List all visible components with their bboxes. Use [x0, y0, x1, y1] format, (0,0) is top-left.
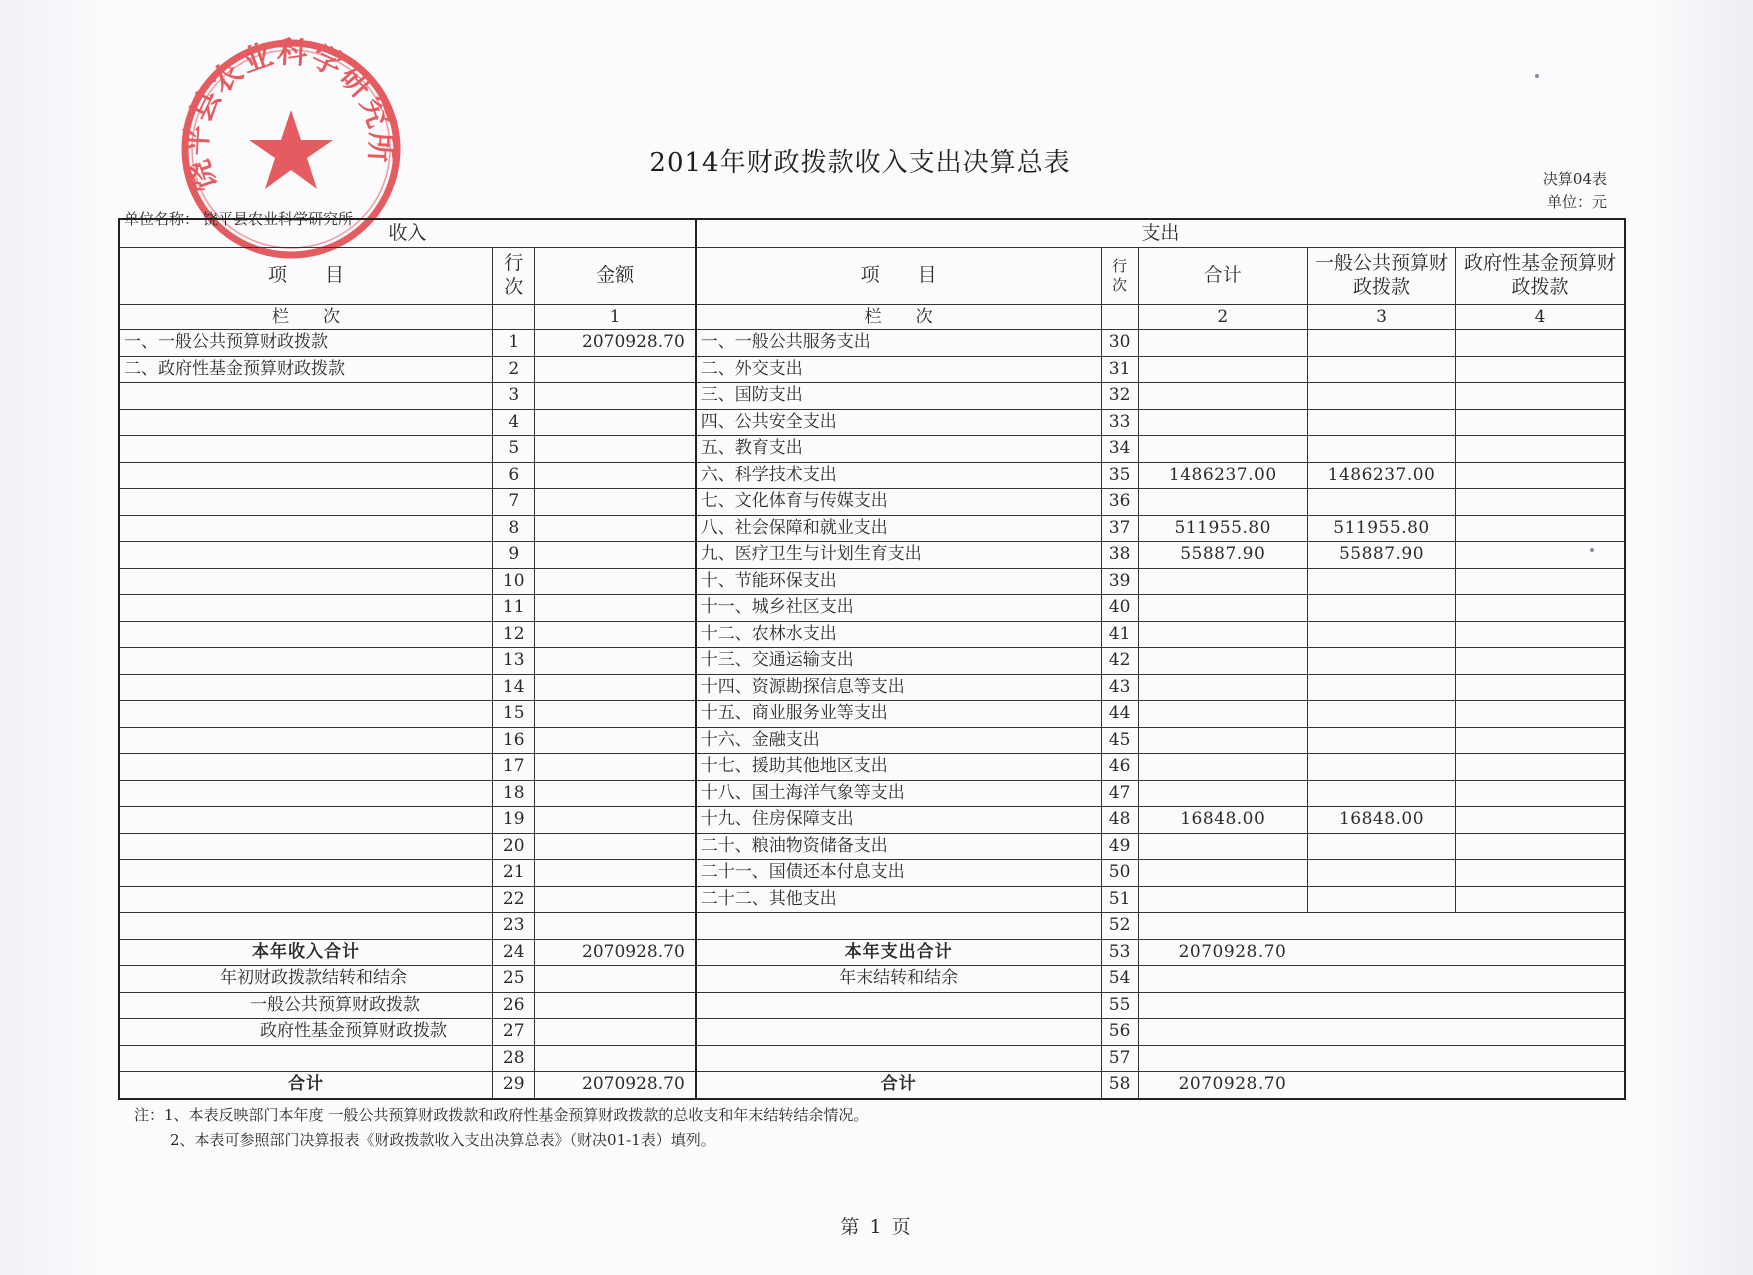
- expense-item-cell: 十六、金融支出: [696, 727, 1101, 754]
- table-row: [119, 754, 1625, 781]
- expense-general-cell: [1307, 409, 1455, 436]
- income-rowno-col: 行次: [493, 248, 535, 305]
- table-row: [119, 330, 1625, 357]
- expense-total-cell: [1138, 833, 1307, 860]
- expense-general-cell: [1307, 436, 1455, 463]
- summary-income-amount: [535, 992, 696, 1019]
- income-amount-cell: 2070928.70: [535, 330, 696, 357]
- expense-fund-cell: [1456, 674, 1625, 701]
- expense-total-cell: [1138, 886, 1307, 913]
- expense-item-cell: 八、社会保障和就业支出: [696, 515, 1101, 542]
- expense-total-cell: [1138, 701, 1307, 728]
- footnote-2: 2、本表可参照部门决算报表《财政拨款收入支出决算总表》（财决01-1表）填列。: [170, 1131, 716, 1149]
- income-amount-cell: [535, 383, 696, 410]
- summary-expense-total: 2070928.70: [1138, 1072, 1625, 1099]
- summary-income-item: 政府性基金预算财政拨款: [119, 1019, 493, 1046]
- page-number: 第 1 页: [840, 1216, 913, 1238]
- expense-item-cell: 十三、交通运输支出: [696, 648, 1101, 675]
- expense-item-cell: 六、科学技术支出: [696, 462, 1101, 489]
- summary-expense-item: [696, 1019, 1101, 1046]
- expense-general-cell: [1307, 383, 1455, 410]
- expense-rowno-cell: 40: [1101, 595, 1138, 622]
- table-row: [119, 383, 1625, 410]
- expense-total-cell: [1138, 727, 1307, 754]
- income-item-cell: [119, 701, 493, 728]
- income-item-cell: [119, 860, 493, 887]
- expense-rowno-cell: 42: [1101, 648, 1138, 675]
- summary-expense-rowno: 55: [1101, 992, 1138, 1019]
- expense-total-cell: [1138, 674, 1307, 701]
- income-rowno-cell: 18: [493, 780, 535, 807]
- header-row-sections: [119, 219, 1625, 248]
- summary-expense-item: [696, 992, 1101, 1019]
- expense-fund-cell: [1456, 542, 1625, 569]
- summary-income-rowno: 25: [493, 966, 535, 993]
- expense-index-2: 2: [1138, 305, 1307, 330]
- income-item-cell: [119, 674, 493, 701]
- expense-rowno-col: 行次: [1101, 248, 1138, 305]
- summary-income-rowno: 29: [493, 1072, 535, 1099]
- table-row: [119, 833, 1625, 860]
- expense-total-cell: 511955.80: [1138, 515, 1307, 542]
- income-rowno-cell: 22: [493, 886, 535, 913]
- expense-fund-col: 政府性基金预算财政拨款: [1456, 248, 1625, 305]
- svg-text:饶平县农业科学研究所: 饶平县农业科学研究所: [179, 36, 399, 196]
- income-amount-col: 金额: [535, 248, 696, 305]
- org-label: 单位名称：: [124, 210, 200, 228]
- summary-expense-rowno: 54: [1101, 966, 1138, 993]
- summary-expense-total: [1138, 966, 1625, 993]
- expense-general-cell: [1307, 701, 1455, 728]
- income-rowno-cell: 19: [493, 807, 535, 834]
- expense-header: 支出: [696, 219, 1625, 248]
- income-item-cell: [119, 409, 493, 436]
- expense-total-cell: [1138, 595, 1307, 622]
- summary-income-rowno: 23: [493, 913, 535, 940]
- income-item-cell: [119, 807, 493, 834]
- expense-fund-cell: [1456, 356, 1625, 383]
- table-row: [119, 489, 1625, 516]
- expense-item-cell: 二、外交支出: [696, 356, 1101, 383]
- summary-income-amount: [535, 1045, 696, 1072]
- summary-income-amount: 2070928.70: [535, 939, 696, 966]
- summary-expense-item: 合计: [696, 1072, 1101, 1099]
- expense-total-cell: [1138, 409, 1307, 436]
- income-rowno-cell: 10: [493, 568, 535, 595]
- income-rowno-cell: 15: [493, 701, 535, 728]
- income-item-cell: 二、政府性基金预算财政拨款: [119, 356, 493, 383]
- summary-income-amount: [535, 1019, 696, 1046]
- income-rowno-cell: 9: [493, 542, 535, 569]
- income-amount-cell: [535, 780, 696, 807]
- expense-rowno-cell: 41: [1101, 621, 1138, 648]
- income-amount-cell: [535, 356, 696, 383]
- unit-label: 单位：元: [1546, 193, 1607, 211]
- expense-item-cell: 二十、粮油物资储备支出: [696, 833, 1101, 860]
- income-rowno-cell: 2: [493, 356, 535, 383]
- footnotes: [134, 1103, 868, 1153]
- expense-item-col: 项 目: [696, 248, 1101, 305]
- income-amount-cell: [535, 621, 696, 648]
- expense-total-cell: [1138, 860, 1307, 887]
- expense-general-cell: [1307, 648, 1455, 675]
- expense-item-cell: 十七、援助其他地区支出: [696, 754, 1101, 781]
- expense-total-cell: 55887.90: [1138, 542, 1307, 569]
- expense-fund-cell: [1456, 330, 1625, 357]
- income-amount-cell: [535, 568, 696, 595]
- income-item-cell: [119, 462, 493, 489]
- expense-rowno-cell: 34: [1101, 436, 1138, 463]
- expense-general-cell: [1307, 595, 1455, 622]
- expense-fund-cell: [1456, 383, 1625, 410]
- expense-total-cell: [1138, 754, 1307, 781]
- expense-general-cell: [1307, 886, 1455, 913]
- expense-item-cell: 十、节能环保支出: [696, 568, 1101, 595]
- expense-fund-cell: [1456, 621, 1625, 648]
- table-row: [119, 648, 1625, 675]
- expense-item-cell: 十八、国土海洋气象等支出: [696, 780, 1101, 807]
- expense-total-cell: [1138, 780, 1307, 807]
- income-item-cell: [119, 383, 493, 410]
- summary-expense-rowno: 57: [1101, 1045, 1138, 1072]
- expense-general-cell: [1307, 860, 1455, 887]
- expense-total-cell: [1138, 648, 1307, 675]
- expense-rowno-cell: 48: [1101, 807, 1138, 834]
- summary-income-item: 合计: [119, 1072, 493, 1099]
- expense-general-cell: [1307, 833, 1455, 860]
- expense-item-cell: 四、公共安全支出: [696, 409, 1101, 436]
- expense-rowno-cell: 46: [1101, 754, 1138, 781]
- expense-general-cell: [1307, 356, 1455, 383]
- income-rowno-cell: 14: [493, 674, 535, 701]
- table-row: [119, 727, 1625, 754]
- income-amount-cell: [535, 595, 696, 622]
- income-item-cell: [119, 886, 493, 913]
- income-amount-cell: [535, 436, 696, 463]
- table-row: [119, 568, 1625, 595]
- income-amount-cell: [535, 833, 696, 860]
- table-row: [119, 436, 1625, 463]
- income-item-cell: [119, 595, 493, 622]
- income-item-cell: [119, 542, 493, 569]
- expense-item-cell: 五、教育支出: [696, 436, 1101, 463]
- expense-index-empty: [1101, 305, 1138, 330]
- expense-rowno-cell: 45: [1101, 727, 1138, 754]
- income-item-cell: [119, 568, 493, 595]
- expense-rowno-cell: 38: [1101, 542, 1138, 569]
- expense-index-label: 栏 次: [696, 305, 1101, 330]
- table-row: [119, 515, 1625, 542]
- expense-item-cell: 二十一、国债还本付息支出: [696, 860, 1101, 887]
- table-row: [119, 595, 1625, 622]
- income-item-col: 项 目: [119, 248, 493, 305]
- income-amount-cell: [535, 409, 696, 436]
- expense-item-cell: 九、医疗卫生与计划生育支出: [696, 542, 1101, 569]
- expense-general-cell: [1307, 727, 1455, 754]
- form-code: 决算04表: [1542, 170, 1607, 188]
- summary-income-item: 年初财政拨款结转和结余: [119, 966, 493, 993]
- summary-row: [119, 1072, 1625, 1099]
- summary-income-rowno: 28: [493, 1045, 535, 1072]
- income-rowno-cell: 13: [493, 648, 535, 675]
- scan-speck: [1590, 548, 1594, 552]
- income-item-cell: [119, 436, 493, 463]
- income-rowno-cell: 21: [493, 860, 535, 887]
- income-amount-cell: [535, 674, 696, 701]
- expense-total-cell: [1138, 330, 1307, 357]
- income-amount-cell: [535, 648, 696, 675]
- summary-expense-item: 本年支出合计: [696, 939, 1101, 966]
- income-rowno-cell: 4: [493, 409, 535, 436]
- scan-speck: [1535, 74, 1539, 78]
- expense-item-cell: 十五、商业服务业等支出: [696, 701, 1101, 728]
- expense-fund-cell: [1456, 462, 1625, 489]
- income-amount-cell: [535, 489, 696, 516]
- table-row: [119, 860, 1625, 887]
- expense-fund-cell: [1456, 515, 1625, 542]
- expense-total-cell: 1486237.00: [1138, 462, 1307, 489]
- income-rowno-cell: 7: [493, 489, 535, 516]
- expense-fund-cell: [1456, 860, 1625, 887]
- table-row: [119, 621, 1625, 648]
- income-item-cell: [119, 727, 493, 754]
- income-index-1: 1: [535, 305, 696, 330]
- expense-total-cell: [1138, 383, 1307, 410]
- expense-fund-cell: [1456, 595, 1625, 622]
- summary-income-rowno: 26: [493, 992, 535, 1019]
- table-row: [119, 807, 1625, 834]
- table-row: [119, 674, 1625, 701]
- summary-expense-rowno: 52: [1101, 913, 1138, 940]
- expense-general-cell: [1307, 780, 1455, 807]
- expense-item-cell: 三、国防支出: [696, 383, 1101, 410]
- income-item-cell: [119, 780, 493, 807]
- income-amount-cell: [535, 860, 696, 887]
- footnote-1: 注：1、本表反映部门本年度 一般公共预算财政拨款和政府性基金预算财政拨款的总收支和年末结转结余情况。: [134, 1106, 869, 1124]
- expense-total-col: 合计: [1138, 248, 1307, 305]
- table-row: [119, 886, 1625, 913]
- expense-total-cell: [1138, 356, 1307, 383]
- header-row-columns: [119, 248, 1625, 305]
- income-rowno-cell: 16: [493, 727, 535, 754]
- expense-rowno-cell: 39: [1101, 568, 1138, 595]
- expense-general-col: 一般公共预算财政拨款: [1307, 248, 1455, 305]
- expense-total-cell: [1138, 436, 1307, 463]
- expense-fund-cell: [1456, 409, 1625, 436]
- summary-expense-total: 2070928.70: [1138, 939, 1625, 966]
- summary-expense-rowno: 56: [1101, 1019, 1138, 1046]
- summary-row: [119, 966, 1625, 993]
- table-row: [119, 542, 1625, 569]
- expense-item-cell: 一、一般公共服务支出: [696, 330, 1101, 357]
- income-item-cell: [119, 515, 493, 542]
- income-item-cell: [119, 648, 493, 675]
- expense-item-cell: 十一、城乡社区支出: [696, 595, 1101, 622]
- expense-rowno-cell: 30: [1101, 330, 1138, 357]
- expense-fund-cell: [1456, 701, 1625, 728]
- income-amount-cell: [535, 462, 696, 489]
- expense-index-4: 4: [1456, 305, 1625, 330]
- expense-item-cell: 十九、住房保障支出: [696, 807, 1101, 834]
- table-row: [119, 701, 1625, 728]
- expense-fund-cell: [1456, 568, 1625, 595]
- income-item-cell: [119, 754, 493, 781]
- income-item-cell: [119, 621, 493, 648]
- expense-general-cell: [1307, 621, 1455, 648]
- expense-item-cell: 二十二、其他支出: [696, 886, 1101, 913]
- budget-table-container: [118, 218, 1626, 1095]
- expense-rowno-cell: 51: [1101, 886, 1138, 913]
- summary-row: [119, 992, 1625, 1019]
- table-row: [119, 780, 1625, 807]
- budget-table: [118, 218, 1626, 1100]
- summary-income-item: [119, 913, 493, 940]
- report-title: 2014年财政拨款收入支出决算总表: [649, 148, 1071, 178]
- expense-fund-cell: [1456, 886, 1625, 913]
- income-rowno-cell: 20: [493, 833, 535, 860]
- summary-expense-item: [696, 913, 1101, 940]
- income-item-cell: 一、一般公共预算财政拨款: [119, 330, 493, 357]
- expense-rowno-cell: 43: [1101, 674, 1138, 701]
- expense-rowno-cell: 44: [1101, 701, 1138, 728]
- expense-general-cell: 55887.90: [1307, 542, 1455, 569]
- summary-income-rowno: 27: [493, 1019, 535, 1046]
- expense-rowno-cell: 50: [1101, 860, 1138, 887]
- expense-rowno-cell: 32: [1101, 383, 1138, 410]
- summary-income-amount: [535, 913, 696, 940]
- income-rowno-cell: 6: [493, 462, 535, 489]
- summary-income-amount: [535, 966, 696, 993]
- expense-fund-cell: [1456, 780, 1625, 807]
- expense-rowno-cell: 49: [1101, 833, 1138, 860]
- expense-fund-cell: [1456, 436, 1625, 463]
- summary-income-item: [119, 1045, 493, 1072]
- summary-income-rowno: 24: [493, 939, 535, 966]
- expense-total-cell: 16848.00: [1138, 807, 1307, 834]
- summary-expense-item: 年末结转和结余: [696, 966, 1101, 993]
- summary-expense-rowno: 53: [1101, 939, 1138, 966]
- income-amount-cell: [535, 701, 696, 728]
- income-amount-cell: [535, 515, 696, 542]
- expense-fund-cell: [1456, 648, 1625, 675]
- summary-expense-item: [696, 1045, 1101, 1072]
- summary-row: [119, 913, 1625, 940]
- org-name: 饶平县农业科学研究所: [203, 210, 354, 228]
- expense-rowno-cell: 35: [1101, 462, 1138, 489]
- expense-fund-cell: [1456, 754, 1625, 781]
- income-amount-cell: [535, 754, 696, 781]
- summary-row: [119, 1045, 1625, 1072]
- income-amount-cell: [535, 886, 696, 913]
- expense-item-cell: 七、文化体育与传媒支出: [696, 489, 1101, 516]
- income-item-cell: [119, 489, 493, 516]
- income-amount-cell: [535, 807, 696, 834]
- table-row: [119, 356, 1625, 383]
- expense-total-cell: [1138, 489, 1307, 516]
- summary-expense-rowno: 58: [1101, 1072, 1138, 1099]
- expense-fund-cell: [1456, 489, 1625, 516]
- summary-expense-total: [1138, 1045, 1625, 1072]
- expense-rowno-cell: 37: [1101, 515, 1138, 542]
- income-header: 收入: [119, 219, 696, 248]
- summary-expense-total: [1138, 1019, 1625, 1046]
- summary-income-item: 本年收入合计: [119, 939, 493, 966]
- income-rowno-cell: 8: [493, 515, 535, 542]
- expense-item-cell: 十二、农林水支出: [696, 621, 1101, 648]
- expense-general-cell: [1307, 489, 1455, 516]
- income-index-empty: [493, 305, 535, 330]
- expense-total-cell: [1138, 621, 1307, 648]
- summary-income-amount: 2070928.70: [535, 1072, 696, 1099]
- expense-rowno-cell: 33: [1101, 409, 1138, 436]
- income-amount-cell: [535, 542, 696, 569]
- expense-general-cell: 1486237.00: [1307, 462, 1455, 489]
- expense-item-cell: 十四、资源勘探信息等支出: [696, 674, 1101, 701]
- expense-general-cell: [1307, 330, 1455, 357]
- income-item-cell: [119, 833, 493, 860]
- expense-fund-cell: [1456, 833, 1625, 860]
- expense-general-cell: [1307, 568, 1455, 595]
- expense-total-cell: [1138, 568, 1307, 595]
- expense-general-cell: [1307, 674, 1455, 701]
- expense-fund-cell: [1456, 807, 1625, 834]
- income-index-label: 栏 次: [119, 305, 493, 330]
- expense-general-cell: 511955.80: [1307, 515, 1455, 542]
- income-rowno-cell: 5: [493, 436, 535, 463]
- table-row: [119, 462, 1625, 489]
- expense-rowno-cell: 31: [1101, 356, 1138, 383]
- summary-row: [119, 1019, 1625, 1046]
- income-rowno-cell: 11: [493, 595, 535, 622]
- expense-general-cell: 16848.00: [1307, 807, 1455, 834]
- header-row-index: [119, 305, 1625, 330]
- summary-expense-total: [1138, 913, 1625, 940]
- expense-index-3: 3: [1307, 305, 1455, 330]
- summary-row: [119, 939, 1625, 966]
- summary-expense-total: [1138, 992, 1625, 1019]
- income-rowno-cell: 3: [493, 383, 535, 410]
- expense-rowno-cell: 36: [1101, 489, 1138, 516]
- income-rowno-cell: 1: [493, 330, 535, 357]
- income-rowno-cell: 17: [493, 754, 535, 781]
- income-rowno-cell: 12: [493, 621, 535, 648]
- summary-income-item: 一般公共预算财政拨款: [119, 992, 493, 1019]
- expense-general-cell: [1307, 754, 1455, 781]
- expense-fund-cell: [1456, 727, 1625, 754]
- income-amount-cell: [535, 727, 696, 754]
- table-row: [119, 409, 1625, 436]
- expense-rowno-cell: 47: [1101, 780, 1138, 807]
